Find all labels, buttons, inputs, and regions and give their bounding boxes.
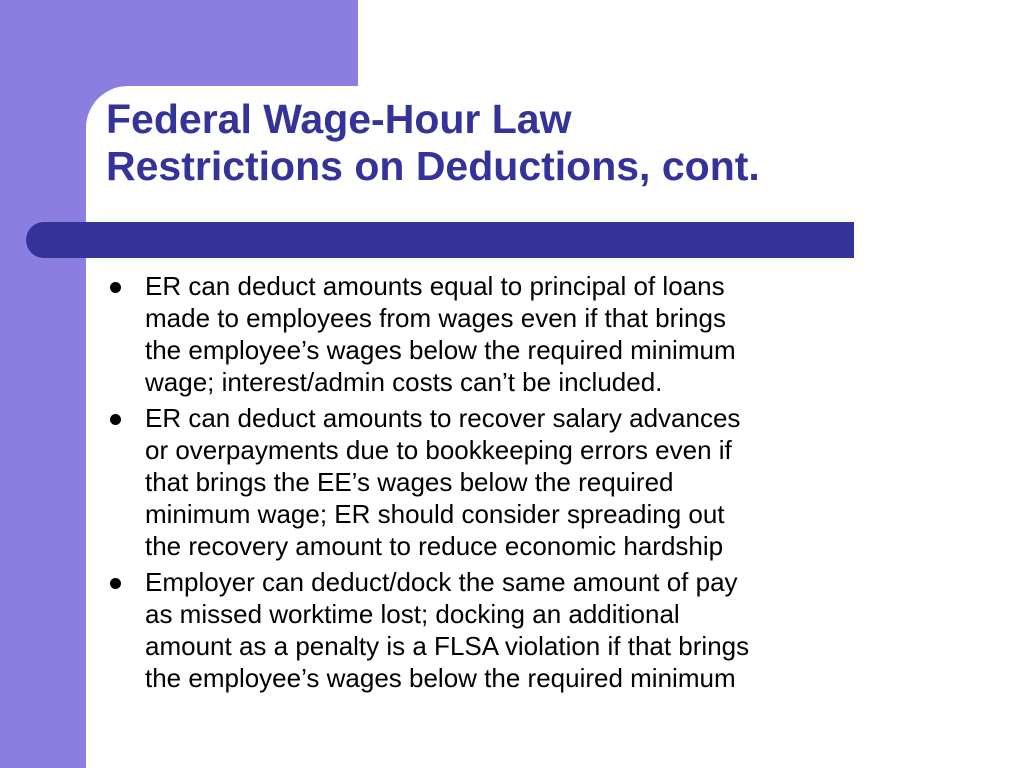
- bullet-line: Employer can deduct/dock the same amount of pay: [145, 567, 738, 597]
- bullet-line: or overpayments due to bookkeeping errors even if: [145, 435, 732, 465]
- bullet-item: [108, 566, 948, 694]
- bullet-list: [108, 270, 948, 698]
- bullet-item: [108, 402, 948, 562]
- bullet-line: the employee’s wages below the required minimum: [145, 663, 736, 693]
- slide-title-line-1: Federal Wage-Hour Law: [106, 96, 572, 142]
- bullet-line: the recovery amount to reduce economic hardship: [145, 531, 724, 561]
- bullet-text: [145, 566, 948, 694]
- bullet-dot-icon: [110, 578, 121, 589]
- bullet-text: [145, 402, 948, 562]
- bullet-line: ER can deduct amounts to recover salary advances: [145, 403, 741, 433]
- slide-title-line-2: Restrictions on Deductions, cont.: [106, 143, 760, 189]
- bullet-dot-icon: [110, 414, 121, 425]
- bullet-item: [108, 270, 948, 398]
- bullet-line: the employee’s wages below the required minimum: [145, 335, 736, 365]
- slide-title: [106, 96, 926, 190]
- bullet-line: that brings the EE’s wages below the required: [145, 467, 674, 497]
- bullet-line: minimum wage; ER should consider spreading out: [145, 499, 725, 529]
- bullet-dot-icon: [110, 282, 121, 293]
- bullet-line: ER can deduct amounts equal to principal of loans: [145, 271, 725, 301]
- bullet-line: wage; interest/admin costs can’t be included.: [145, 367, 663, 397]
- title-underline-bar: [26, 222, 854, 258]
- bullet-text: [145, 270, 948, 398]
- bullet-line: made to employees from wages even if that brings: [145, 303, 726, 333]
- bullet-line: as missed worktime lost; docking an additional: [145, 599, 680, 629]
- bullet-line: amount as a penalty is a FLSA violation if that brings: [145, 631, 750, 661]
